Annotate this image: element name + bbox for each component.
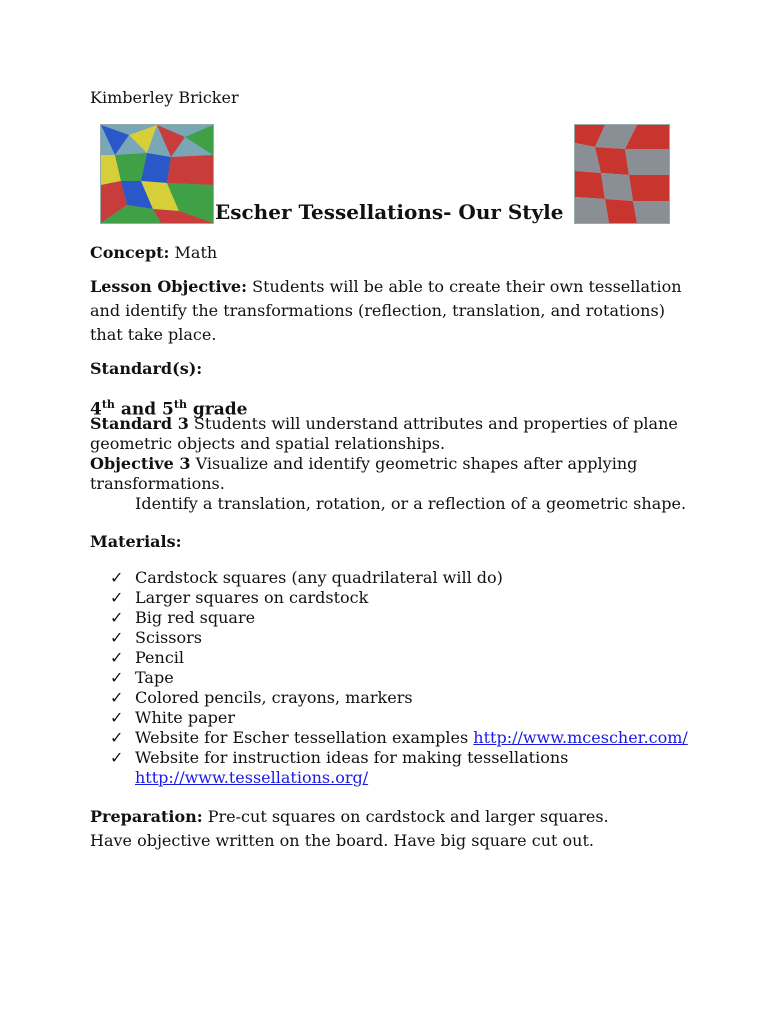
list-item xyxy=(110,568,688,588)
grade-tail: grade xyxy=(186,399,248,420)
objective-label: Objective 3 xyxy=(90,454,191,473)
standard-text: Students will understand attributes and properties of plane geometric objects and spatial relationships. xyxy=(90,414,678,453)
preparation-text: Pre-cut squares on cardstock and larger squares. Have objective written on the board. Have big square cut out. xyxy=(90,807,609,850)
standard-label: Standard 3 xyxy=(90,414,189,433)
list-item-text: Cardstock squares (any quadrilateral will do) xyxy=(135,568,503,587)
objective-line xyxy=(90,454,680,494)
preparation-label: Preparation: xyxy=(90,807,203,826)
list-item-text: Website for Escher tessellation examples xyxy=(135,728,469,747)
lesson-objective-text: Students will be able to create their own tessellation and identify the transformations (reflection, translation, and rotations) that take place. xyxy=(90,277,682,344)
page-title: Escher Tessellations- Our Style xyxy=(215,200,564,224)
list-item-text: White paper xyxy=(135,708,235,727)
list-item xyxy=(110,688,688,708)
list-item-text: Pencil xyxy=(135,648,185,667)
grade-a: 4 xyxy=(90,399,102,420)
standards-heading: Standard(s): xyxy=(90,359,203,378)
list-item-text: Website for instruction ideas for making tessellations xyxy=(135,748,569,767)
lesson-objective xyxy=(90,275,690,347)
concept-value: Math xyxy=(174,243,218,262)
check-icon: ✓ xyxy=(110,568,124,587)
concept-line xyxy=(90,241,690,265)
escher-website-link[interactable]: http://www.mcescher.com/ xyxy=(473,728,688,747)
standard-line xyxy=(90,414,680,454)
list-item xyxy=(110,628,688,648)
lesson-objective-label: Lesson Objective: xyxy=(90,277,248,296)
objective-text: Visualize and identify geometric shapes after applying transformations. xyxy=(90,454,638,493)
check-icon: ✓ xyxy=(110,708,124,727)
list-item-text: Colored pencils, crayons, markers xyxy=(135,688,413,707)
author-name: Kimberley Bricker xyxy=(90,88,239,107)
list-item-text: Larger squares on cardstock xyxy=(135,588,369,607)
check-icon: ✓ xyxy=(110,628,124,647)
grade-b-sup: th xyxy=(173,398,187,411)
check-icon: ✓ xyxy=(110,748,124,767)
check-icon: ✓ xyxy=(110,608,124,627)
concept-label: Concept: xyxy=(90,243,170,262)
grade-a-sup: th xyxy=(101,398,115,411)
standard-block xyxy=(90,414,680,494)
list-item xyxy=(110,668,688,688)
list-item xyxy=(110,608,688,628)
list-item xyxy=(110,588,688,608)
preparation xyxy=(90,805,650,853)
list-item-text: Tape xyxy=(135,668,174,687)
materials-list xyxy=(110,568,688,788)
list-item-text: Big red square xyxy=(135,608,256,627)
identify-line: Identify a translation, rotation, or a reflection of a geometric shape. xyxy=(135,494,687,513)
tessellation-image-right xyxy=(574,124,670,224)
check-icon: ✓ xyxy=(110,668,124,687)
check-icon: ✓ xyxy=(110,688,124,707)
list-item xyxy=(110,728,688,748)
list-item xyxy=(110,648,688,668)
materials-heading: Materials: xyxy=(90,532,182,551)
tessellation-image-left xyxy=(100,124,214,224)
list-item xyxy=(110,708,688,728)
check-icon: ✓ xyxy=(110,728,124,747)
list-item-text: Scissors xyxy=(135,628,202,647)
tessellations-website-link[interactable]: http://www.tessellations.org/ xyxy=(135,768,369,787)
check-icon: ✓ xyxy=(110,648,124,667)
grade-mid: and 5 xyxy=(114,399,174,420)
check-icon: ✓ xyxy=(110,588,124,607)
list-item xyxy=(110,748,688,788)
